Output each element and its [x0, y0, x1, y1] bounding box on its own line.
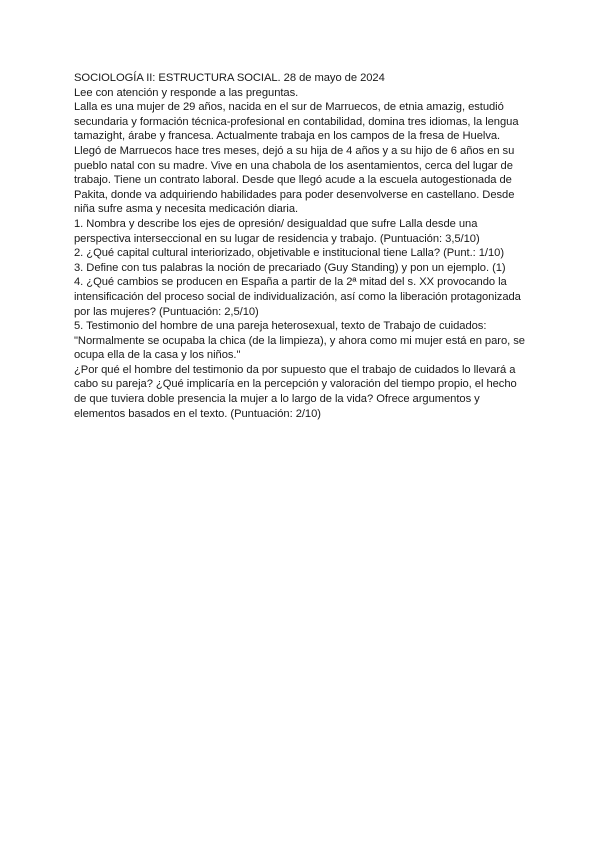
case-line: tamazight, árabe y francesa. Actualmente trabaja en los campos de la fresa de Huelva. [74, 130, 501, 143]
exam-instructions: Lee con atención y responde a las preguntas. [74, 86, 299, 99]
case-line: secundaria y formación técnica-profesional en contabilidad, domina tres idiomas, la lengua [74, 115, 519, 128]
case-line: Lalla es una mujer de 29 años, nacida en el sur de Marruecos, de etnia amazig, estudió [74, 101, 504, 114]
exam-title: SOCIOLOGÍA II: ESTRUCTURA SOCIAL. 28 de mayo de 2024 [74, 72, 385, 84]
question-line: 4. ¿Qué cambios se producen en España a partir de la 2ª mitad del s. XX provocando la [74, 276, 507, 289]
question-line: de que tuviera doble presencia la mujer a lo largo de la vida? Ofrece argumentos y [74, 393, 480, 406]
question-line: ¿Por qué el hombre del testimonio da por supuesto que el trabajo de cuidados lo llevará a [74, 363, 516, 376]
case-line: trabajo. Tiene un contrato laboral. Desde que llegó acude a la escuela autogestionada de [74, 174, 512, 187]
question-line: 5. Testimonio del hombre de una pareja heterosexual, texto de Trabajo de cuidados: [74, 320, 487, 333]
question-line: 3. Define con tus palabras la noción de precariado (Guy Standing) y pon un ejemplo. (1) [74, 261, 506, 274]
exam-content [74, 71, 536, 421]
question-line: intensificación del proceso social de individualización, así como la liberación protagonizada [74, 290, 521, 303]
question-line: cabo su pareja? ¿Qué implicaría en la percepción y valoración del tiempo propio, el hecho [74, 378, 517, 391]
question-list [74, 217, 536, 421]
question-line: 2. ¿Qué capital cultural interiorizado, objetivable e institucional tiene Lalla? (Punt.: 1/10) [74, 247, 504, 260]
case-line: niña sufre asma y necesita medicación diaria. [74, 203, 299, 216]
case-line: pueblo natal con su madre. Vive en una chabola de los asentamientos, cerca del lugar de [74, 159, 513, 172]
case-line: Pakita, donde va adquiriendo habilidades para poder desenvolverse en castellano. Desde [74, 188, 515, 201]
question-line: perspectiva interseccional en su lugar de residencia y trabajo. (Puntuación: 3,5/10) [74, 232, 480, 245]
question-line: ocupa ella de la casa y los niños." [74, 349, 241, 362]
case-description [74, 100, 536, 217]
question-line: 1. Nombra y describe los ejes de opresión/ desigualdad que sufre Lalla desde una [74, 217, 478, 230]
question-line: por las mujeres? (Puntuación: 2,5/10) [74, 305, 259, 318]
question-line: "Normalmente se ocupaba la chica (de la limpieza), y ahora como mi mujer está en paro, se [74, 334, 525, 347]
case-line: Llegó de Marruecos hace tres meses, dejó a su hija de 4 años y a su hijo de 6 años en su [74, 144, 515, 157]
question-line: elementos basados en el texto. (Puntuación: 2/10) [74, 407, 321, 420]
